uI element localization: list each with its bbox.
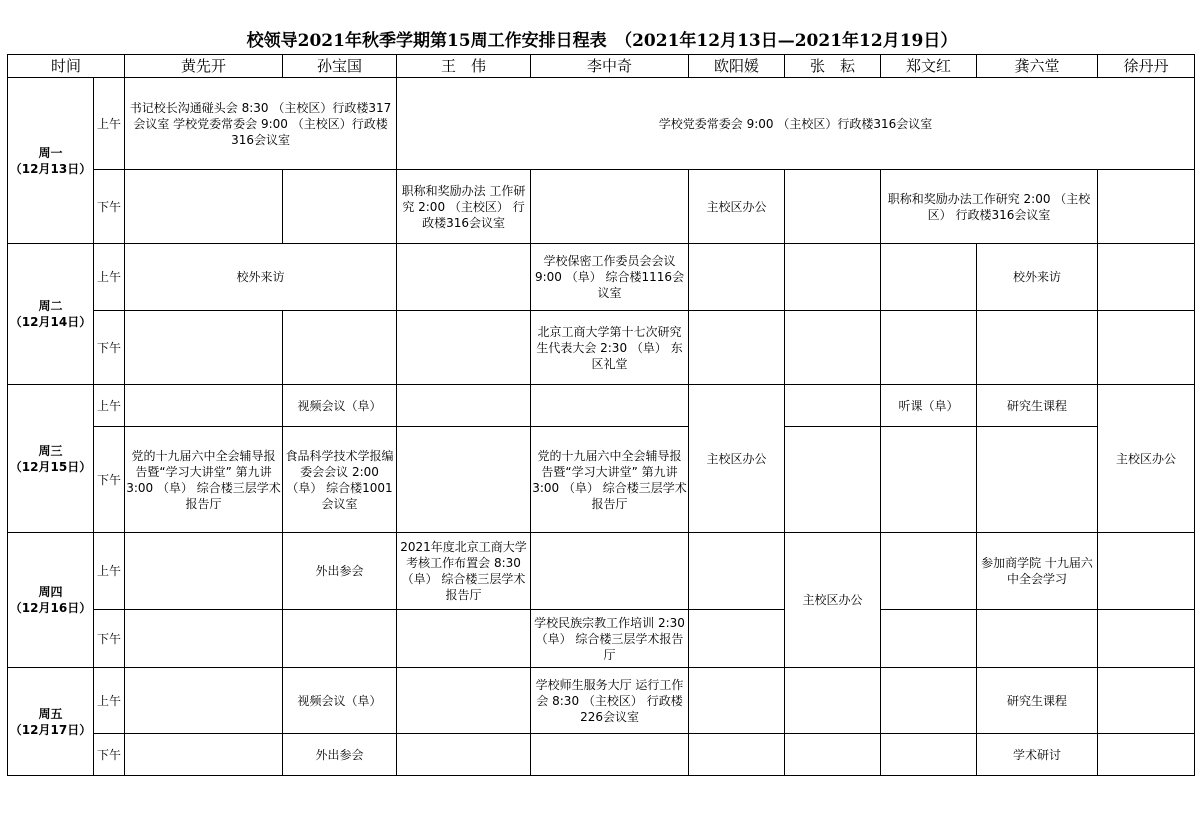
empty-cell [1098,170,1195,244]
event-cell: 研究生课程 [977,668,1098,734]
empty-cell [397,610,531,668]
empty-cell [977,610,1098,668]
event-cell: 研究生课程 [977,385,1098,427]
day-name: 周三 [38,443,63,458]
empty-cell [977,311,1098,385]
event-cell: 视频会议（阜） [283,668,397,734]
slot-am: 上午 [94,668,125,734]
event-cell: 党的十九届六中全会辅导报告暨“学习大讲堂” 第九讲 3:00 （阜） 综合楼三层学术报告厅 [531,427,689,533]
empty-cell [397,427,531,533]
table-row [8,427,1195,533]
table-row [8,385,1195,427]
event-cell: 视频会议（阜） [283,385,397,427]
table-row [8,668,1195,734]
day-cell [8,78,94,244]
table-row [8,610,1195,668]
empty-cell [785,734,881,776]
empty-cell [125,311,283,385]
event-cell: 职称和奖励办法工作研究 2:00 （主校区） 行政楼316会议室 [881,170,1098,244]
empty-cell [881,533,977,610]
empty-cell [397,668,531,734]
empty-cell [397,311,531,385]
empty-cell [125,170,283,244]
slot-pm: 下午 [94,427,125,533]
event-cell: 2021年度北京工商大学考核工作布置会 8:30 （阜） 综合楼三层学术报告厅 [397,533,531,610]
header-time: 时间 [8,55,125,78]
header-row [8,55,1195,78]
event-cell: 书记校长沟通碰头会 8:30 （主校区）行政楼317会议室 学校党委常委会 9:00 （主校区）行政楼316会议室 [125,78,397,170]
empty-cell [689,533,785,610]
header-leader: 郑文红 [881,55,977,78]
empty-cell [881,734,977,776]
day-cell [8,533,94,668]
day-date: （12月14日） [9,315,92,329]
slot-am: 上午 [94,385,125,427]
empty-cell [397,244,531,311]
table-row [8,170,1195,244]
day-name: 周五 [38,706,63,721]
header-leader: 王 伟 [397,55,531,78]
empty-cell [881,427,977,533]
empty-cell [689,668,785,734]
empty-cell [785,244,881,311]
day-date: （12月15日） [9,459,92,474]
empty-cell [531,385,689,427]
empty-cell [397,734,531,776]
event-cell: 校外来访 [977,244,1098,311]
empty-cell [1098,734,1195,776]
event-cell: 校外来访 [125,244,397,311]
table-row [8,734,1195,776]
table-row [8,78,1195,170]
event-cell: 学术研讨 [977,734,1098,776]
empty-cell [125,385,283,427]
header-leader: 龚六堂 [977,55,1098,78]
empty-cell [125,668,283,734]
day-cell [8,244,94,385]
empty-cell [689,244,785,311]
event-cell: 北京工商大学第十七次研究生代表大会 2:30 （阜） 东区礼堂 [531,311,689,385]
event-cell: 食品科学技术学报编委会会议 2:00 （阜） 综合楼1001会议室 [283,427,397,533]
empty-cell [977,427,1098,533]
empty-cell [125,533,283,610]
empty-cell [531,533,689,610]
empty-cell [283,311,397,385]
event-cell: 学校民族宗教工作培训 2:30 （阜） 综合楼三层学术报告厅 [531,610,689,668]
event-cell: 外出参会 [283,533,397,610]
empty-cell [881,668,977,734]
day-date: （12月17日） [9,722,92,737]
empty-cell [125,734,283,776]
slot-am: 上午 [94,78,125,170]
empty-cell [1098,668,1195,734]
empty-cell [785,385,881,427]
empty-cell [785,311,881,385]
header-leader: 欧阳媛 [689,55,785,78]
empty-cell [881,244,977,311]
header-leader: 李中奇 [531,55,689,78]
empty-cell [283,610,397,668]
empty-cell [689,311,785,385]
header-leader: 张 耘 [785,55,881,78]
day-date: （12月16日） [9,601,92,615]
empty-cell [283,170,397,244]
day-name: 周二 [38,299,63,313]
event-cell: 学校保密工作委员会会议 9:00 （阜） 综合楼1116会议室 [531,244,689,311]
day-name: 周四 [38,585,63,599]
empty-cell [785,170,881,244]
day-cell [8,668,94,776]
event-cell: 学校师生服务大厅 运行工作会 8:30 （主校区） 行政楼226会议室 [531,668,689,734]
empty-cell [785,427,881,533]
event-cell: 党的十九届六中全会辅导报告暨“学习大讲堂” 第九讲 3:00 （阜） 综合楼三层学术报告厅 [125,427,283,533]
slot-am: 上午 [94,244,125,311]
slot-am: 上午 [94,533,125,610]
table-row [8,533,1195,610]
empty-cell [1098,311,1195,385]
day-cell [8,385,94,533]
header-leader: 徐丹丹 [1098,55,1195,78]
slot-pm: 下午 [94,610,125,668]
empty-cell [1098,244,1195,311]
event-cell: 主校区办公 [689,385,785,533]
event-cell: 参加商学院 十九届六中全会学习 [977,533,1098,610]
event-cell: 听课（阜） [881,385,977,427]
empty-cell [785,668,881,734]
table-row [8,311,1195,385]
empty-cell [689,610,785,668]
event-cell: 主校区办公 [785,533,881,668]
slot-pm: 下午 [94,311,125,385]
schedule-table [7,54,1195,776]
empty-cell [531,170,689,244]
event-cell: 职称和奖励办法 工作研究 2:00 （主校区） 行政楼316会议室 [397,170,531,244]
header-leader: 黄先开 [125,55,283,78]
event-cell: 学校党委常委会 9:00 （主校区）行政楼316会议室 [397,78,1195,170]
table-row [8,244,1195,311]
page-title: 校领导2021年秋季学期第15周工作安排日程表 （2021年12月13日—2021年12月19日） [246,31,958,51]
empty-cell [1098,610,1195,668]
header-leader: 孙宝国 [283,55,397,78]
slot-pm: 下午 [94,170,125,244]
empty-cell [125,610,283,668]
slot-pm: 下午 [94,734,125,776]
empty-cell [1098,533,1195,610]
empty-cell [689,734,785,776]
empty-cell [881,610,977,668]
day-date: （12月13日） [9,161,92,176]
empty-cell [531,734,689,776]
event-cell: 外出参会 [283,734,397,776]
empty-cell [397,385,531,427]
event-cell: 主校区办公 [1098,385,1195,533]
empty-cell [881,311,977,385]
day-name: 周一 [38,145,63,160]
event-cell: 主校区办公 [689,170,785,244]
